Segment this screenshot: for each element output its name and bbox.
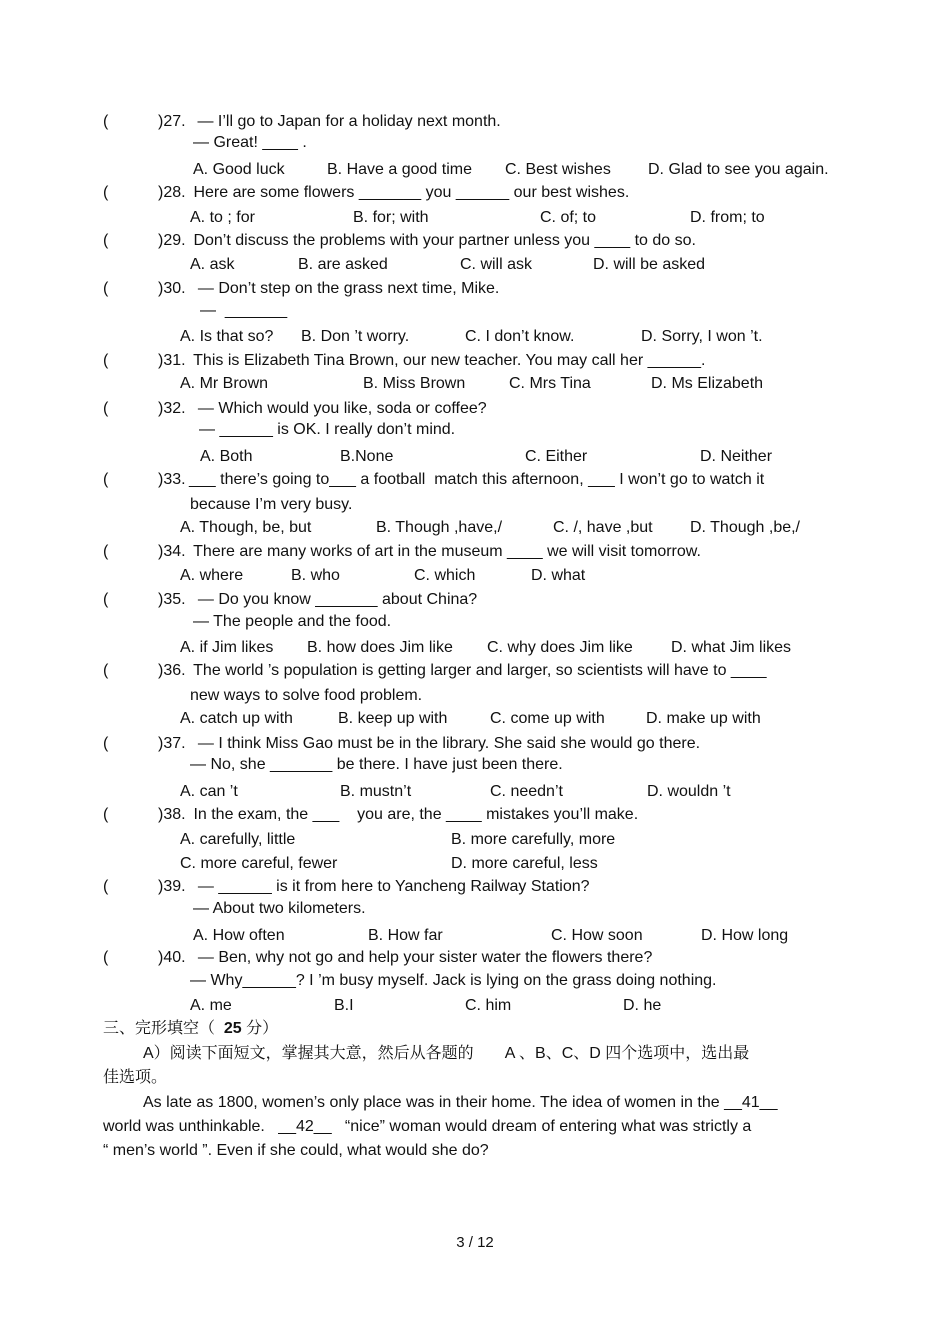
question-number: )32. — [158, 400, 186, 417]
option-a: A. can ’t — [180, 783, 238, 800]
answer-paren[interactable]: ( — [103, 662, 109, 679]
question-number: )27. — [158, 113, 186, 130]
option-a: A. carefully, little — [180, 831, 296, 848]
question-stem-line2: because I’m very busy. — [190, 496, 353, 513]
answer-paren[interactable]: ( — [103, 949, 109, 966]
option-b: B.None — [340, 448, 394, 465]
option-a: A. How often — [193, 927, 285, 944]
section-heading — [103, 1019, 278, 1039]
option-d: D. make up with — [646, 710, 761, 727]
question-number: )29. — [158, 232, 186, 249]
option-c: C. why does Jim like — [487, 639, 633, 656]
passage-text: As late as 1800, women’s only place was in their home. The idea of women in the — [143, 1094, 725, 1111]
option-a: A. Both — [200, 448, 253, 465]
question-stem-line2: — About two kilometers. — [193, 900, 366, 917]
option-d: D. from; to — [690, 209, 765, 226]
option-b: B. Though ,have,/ — [376, 519, 503, 536]
question-stem: The world ’s population is getting larger and larger, so scientists will have to ____ — [189, 662, 767, 679]
option-b: B. Don ’t worry. — [301, 328, 410, 345]
passage-line1 — [143, 1093, 777, 1113]
answer-paren[interactable]: ( — [103, 543, 109, 560]
question-number: )37. — [158, 735, 186, 752]
answer-paren[interactable]: ( — [103, 735, 109, 752]
option-a: A. Good luck — [193, 161, 285, 178]
question-stem-line2: — Great! ____ . — [193, 134, 307, 151]
question-stem-line2: — The people and the food. — [193, 613, 392, 630]
question-stem-line2: — ______ is OK. I really don’t mind. — [199, 421, 456, 438]
question-number: )31. — [158, 352, 186, 369]
blank-42[interactable]: __42__ — [278, 1118, 332, 1135]
section-heading-suffix: 分） — [241, 1020, 279, 1037]
option-d: D. what — [531, 567, 586, 584]
question-stem: — Don’t step on the grass next time, Mike. — [189, 280, 500, 297]
option-c: C. Best wishes — [505, 161, 611, 178]
blank-41[interactable]: __41__ — [724, 1094, 778, 1111]
option-d: D. Ms Elizabeth — [651, 375, 764, 392]
option-a: A. if Jim likes — [180, 639, 274, 656]
option-a: A. me — [190, 997, 232, 1014]
question-number: )36. — [158, 662, 186, 679]
question-stem: — Ben, why not go and help your sister water the flowers there? — [189, 949, 653, 966]
option-b: B. for; with — [353, 209, 429, 226]
option-a: A. Is that so? — [180, 328, 274, 345]
section-heading-prefix: 三、完形填空（ — [103, 1020, 224, 1037]
option-a: A. catch up with — [180, 710, 293, 727]
option-d: D. wouldn ’t — [647, 783, 731, 800]
question-number: )33. — [158, 471, 186, 488]
question-stem: — Which would you like, soda or coffee? — [189, 400, 487, 417]
question-stem: Don’t discuss the problems with your partner unless you ____ to do so. — [189, 232, 696, 249]
section-score: 25 — [223, 1020, 242, 1037]
question-stem-line2: — Why______? I ’m busy myself. Jack is lying on the grass doing nothing. — [190, 972, 717, 989]
passage-line2 — [103, 1117, 751, 1137]
answer-paren[interactable]: ( — [103, 591, 109, 608]
option-b: B. mustn’t — [340, 783, 412, 800]
answer-paren[interactable]: ( — [103, 806, 109, 823]
answer-paren[interactable]: ( — [103, 471, 109, 488]
answer-paren[interactable]: ( — [103, 280, 109, 297]
option-c: C. I don’t know. — [465, 328, 575, 345]
answer-paren[interactable]: ( — [103, 400, 109, 417]
option-c: C. him — [465, 997, 512, 1014]
question-number: )28. — [158, 184, 186, 201]
option-d: D. he — [623, 997, 662, 1014]
question-stem: This is Elizabeth Tina Brown, our new teacher. You may call her ______. — [189, 352, 706, 369]
option-b: B. keep up with — [338, 710, 448, 727]
option-a: A. Though, be, but — [180, 519, 312, 536]
question-number: )35. — [158, 591, 186, 608]
option-d: D. what Jim likes — [671, 639, 792, 656]
option-b: B.I — [334, 997, 354, 1014]
option-d: D. Sorry, I won ’t. — [641, 328, 763, 345]
question-stem: — I’ll go to Japan for a holiday next month. — [193, 113, 501, 130]
option-c: C. more careful, fewer — [180, 855, 338, 872]
page-number: 3 / 12 — [456, 1234, 494, 1251]
option-c: C. How soon — [551, 927, 643, 944]
question-stem: In the exam, the ___ you are, the ____ mistakes you’ll make. — [189, 806, 639, 823]
question-stem: There are many works of art in the museum ____ we will visit tomorrow. — [189, 543, 701, 560]
answer-paren[interactable]: ( — [103, 184, 109, 201]
option-a: A. where — [180, 567, 244, 584]
option-c: C. Either — [525, 448, 588, 465]
question-number: )34. — [158, 543, 186, 560]
option-d: D. will be asked — [593, 256, 706, 273]
passage-line3: “ men’s world ”. Even if she could, what would she do? — [103, 1142, 489, 1159]
answer-paren[interactable]: ( — [103, 878, 109, 895]
option-a: A. ask — [190, 256, 235, 273]
option-b: B. Miss Brown — [363, 375, 466, 392]
question-stem: — Do you know _______ about China? — [189, 591, 478, 608]
question-stem: Here are some flowers _______ you ______ our best wishes. — [189, 184, 630, 201]
option-b: B. how does Jim like — [307, 639, 453, 656]
option-d: D. Though ,be,/ — [690, 519, 800, 536]
option-c: C. needn’t — [490, 783, 563, 800]
question-stem-line2: — No, she _______ be there. I have just been there. — [190, 756, 563, 773]
question-stem-line2: — _______ — [200, 302, 288, 319]
answer-paren[interactable]: ( — [103, 352, 109, 369]
option-b: B. are asked — [298, 256, 388, 273]
question-number: )38. — [158, 806, 186, 823]
question-number: )30. — [158, 280, 186, 297]
question-number: )39. — [158, 878, 186, 895]
option-b: B. How far — [368, 927, 443, 944]
question-stem: — I think Miss Gao must be in the library. She said she would go there. — [189, 735, 701, 752]
answer-paren[interactable]: ( — [103, 232, 109, 249]
option-b: B. more carefully, more — [451, 831, 616, 848]
option-b: B. Have a good time — [327, 161, 472, 178]
option-c: C. which — [414, 567, 476, 584]
option-d: D. Glad to see you again. — [648, 161, 829, 178]
option-d: D. Neither — [700, 448, 773, 465]
option-d: D. How long — [701, 927, 789, 944]
question-stem-line2: new ways to solve food problem. — [190, 687, 423, 704]
question-stem: ___ there’s going to___ a football match this afternoon, ___ I won’t go to watch it — [189, 471, 765, 488]
option-c: C. will ask — [460, 256, 533, 273]
option-a: A. to ; for — [190, 209, 255, 226]
cloze-instruction-line2: 佳选项。 — [103, 1069, 168, 1086]
option-b: B. who — [291, 567, 340, 584]
question-stem: — ______ is it from here to Yancheng Railway Station? — [189, 878, 590, 895]
passage-text: “nice” woman would dream of entering what was strictly a — [331, 1118, 752, 1135]
option-c: C. Mrs Tina — [509, 375, 591, 392]
passage-text: world was unthinkable. — [103, 1118, 279, 1135]
option-c: C. /, have ,but — [553, 519, 653, 536]
answer-paren[interactable]: ( — [103, 113, 109, 130]
option-c: C. of; to — [540, 209, 597, 226]
option-a: A. Mr Brown — [180, 375, 269, 392]
question-number: )40. — [158, 949, 186, 966]
option-c: C. come up with — [490, 710, 605, 727]
cloze-instruction-line1: A）阅读下面短文，掌握其大意，然后从各题的 A 、B、C、D 四个选项中，选出最 — [143, 1045, 750, 1062]
option-d: D. more careful, less — [451, 855, 598, 872]
